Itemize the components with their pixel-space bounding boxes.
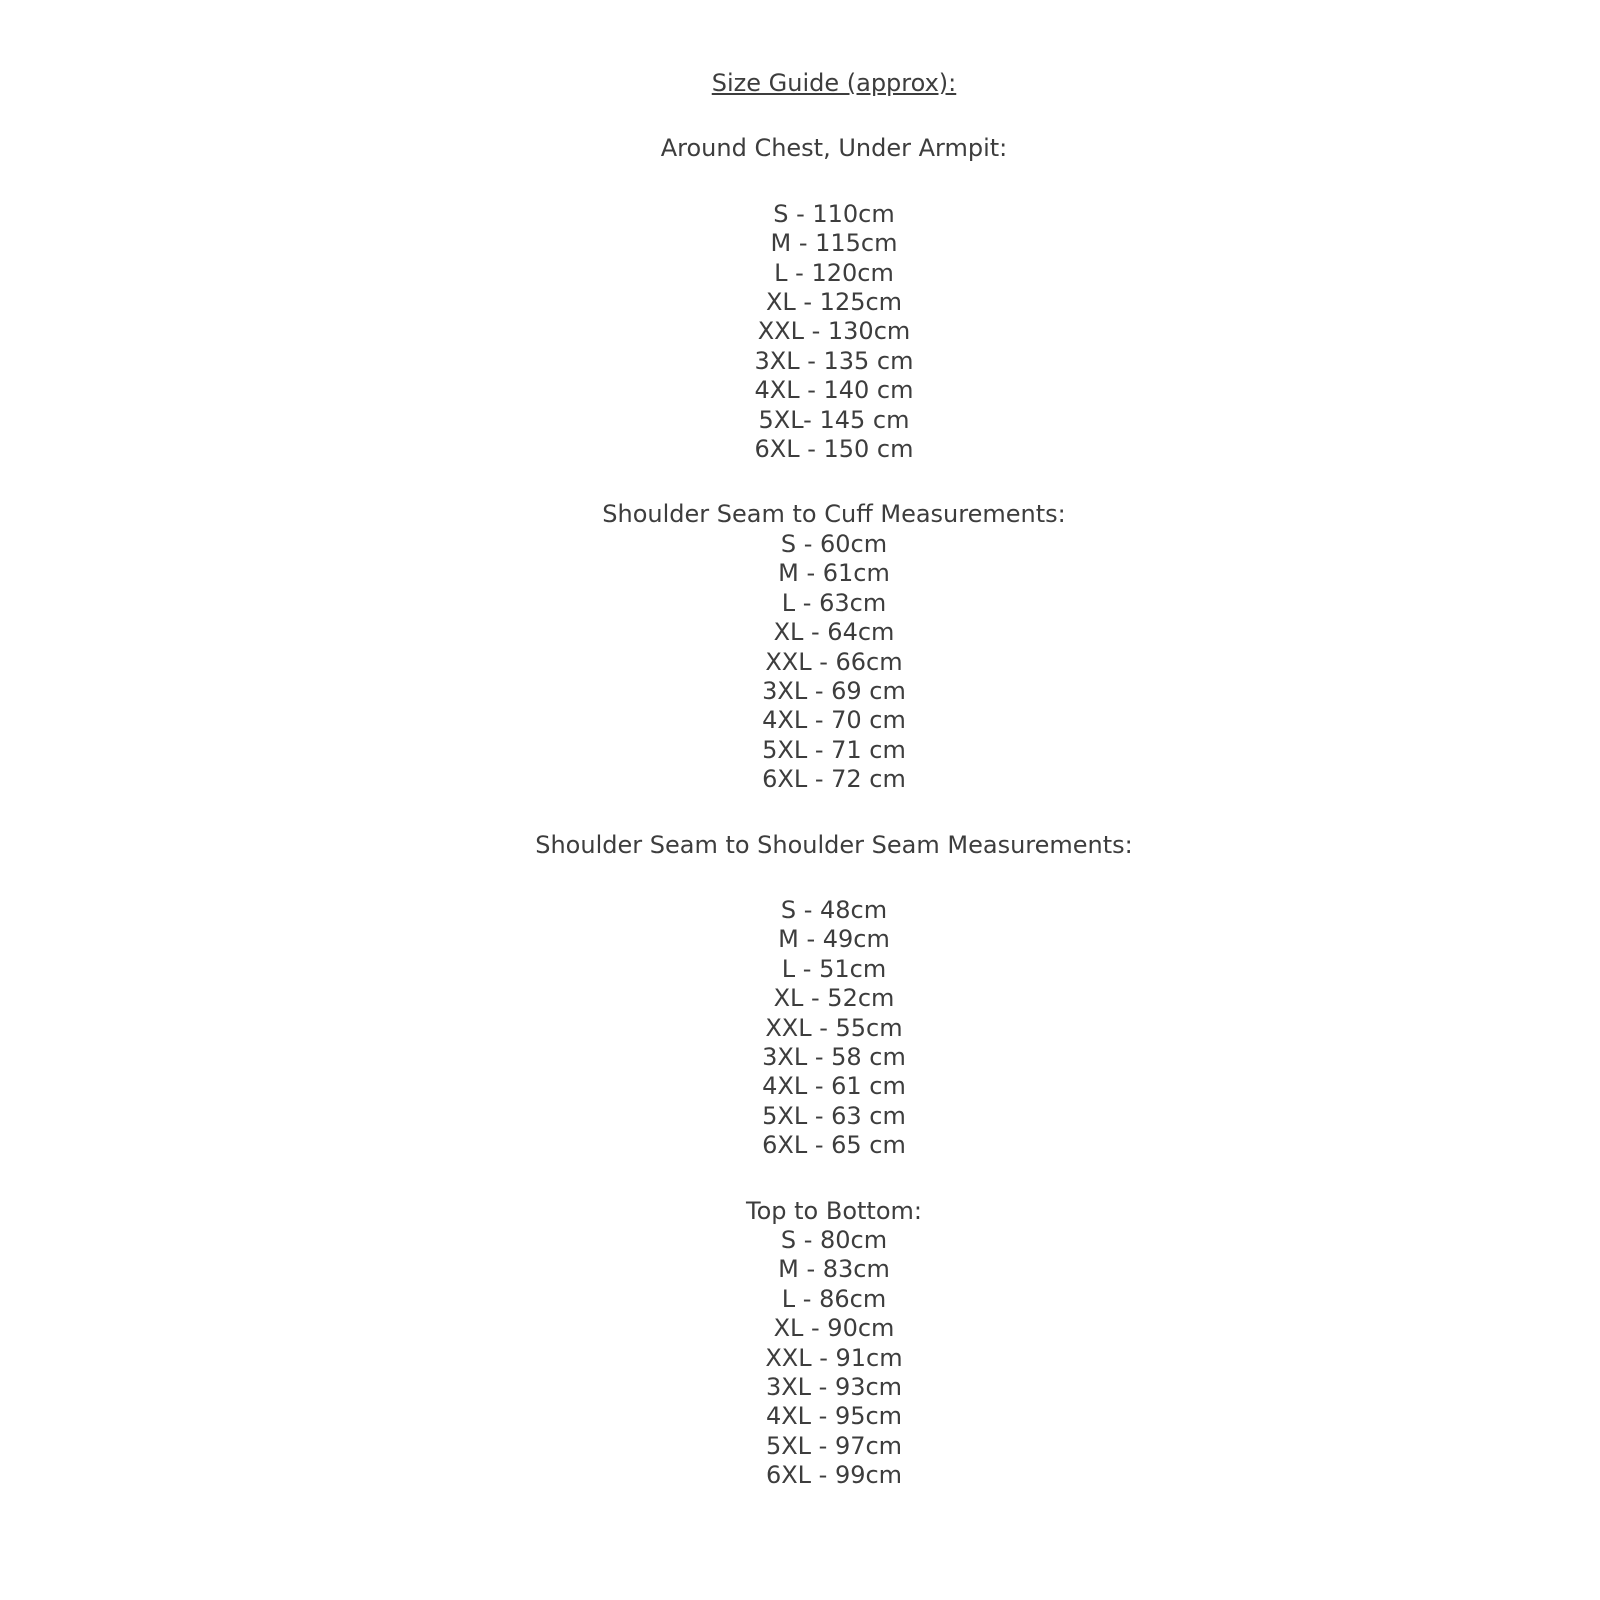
size-line: 4XL - 70 cm: [762, 706, 906, 735]
size-line: 3XL - 135 cm: [754, 346, 914, 375]
section-heading: Top to Bottom:: [746, 1196, 922, 1225]
size-line: M - 49cm: [778, 925, 890, 954]
size-list: [68, 530, 1600, 795]
size-line: L - 63cm: [781, 588, 887, 617]
size-list: [68, 1226, 1600, 1491]
size-line: S - 60cm: [780, 529, 888, 558]
size-line: M - 115cm: [770, 229, 898, 258]
size-line: L - 51cm: [781, 954, 887, 983]
size-line: 5XL- 145 cm: [758, 405, 910, 434]
size-line: XL - 125cm: [765, 288, 903, 317]
size-line: L - 86cm: [781, 1284, 887, 1313]
size-line: M - 61cm: [778, 559, 890, 588]
size-line: 3XL - 58 cm: [762, 1042, 906, 1071]
size-line: 4XL - 140 cm: [754, 376, 914, 405]
size-section: [68, 500, 1600, 794]
size-line: 6XL - 65 cm: [762, 1131, 906, 1160]
size-list: [68, 200, 1600, 465]
size-line: 5XL - 63 cm: [762, 1101, 906, 1130]
size-line: M - 83cm: [778, 1255, 890, 1284]
size-line: 6XL - 72 cm: [762, 765, 906, 794]
size-line: L - 120cm: [774, 258, 894, 287]
size-line: 6XL - 99cm: [765, 1461, 903, 1490]
size-line: 4XL - 95cm: [765, 1402, 903, 1431]
section-heading: Shoulder Seam to Shoulder Seam Measurements:: [535, 830, 1133, 859]
size-line: XXL - 130cm: [757, 317, 911, 346]
size-line: XL - 64cm: [773, 618, 895, 647]
size-line: S - 48cm: [780, 895, 888, 924]
size-line: 6XL - 150 cm: [754, 435, 914, 464]
size-section: [68, 831, 1600, 1161]
size-line: 3XL - 69 cm: [762, 676, 906, 705]
size-line: 4XL - 61 cm: [762, 1072, 906, 1101]
size-guide-title: Size Guide (approx):: [711, 69, 957, 97]
size-section: [68, 134, 1600, 464]
size-line: XL - 90cm: [773, 1314, 895, 1343]
size-line: S - 80cm: [780, 1226, 888, 1254]
size-line: 5XL - 71 cm: [762, 735, 906, 764]
size-list: [68, 896, 1600, 1161]
size-line: S - 110cm: [773, 199, 895, 228]
size-guide-sections: [68, 134, 1600, 1490]
section-heading: Around Chest, Under Armpit:: [660, 134, 1008, 163]
size-line: XL - 52cm: [773, 984, 895, 1013]
size-line: 3XL - 93cm: [765, 1373, 903, 1402]
size-line: XXL - 55cm: [765, 1013, 903, 1042]
size-line: XXL - 66cm: [765, 647, 903, 676]
size-line: 5XL - 97cm: [765, 1431, 903, 1460]
size-section: [68, 1197, 1600, 1491]
size-line: XXL - 91cm: [765, 1343, 903, 1372]
section-heading: Shoulder Seam to Cuff Measurements:: [602, 500, 1066, 529]
